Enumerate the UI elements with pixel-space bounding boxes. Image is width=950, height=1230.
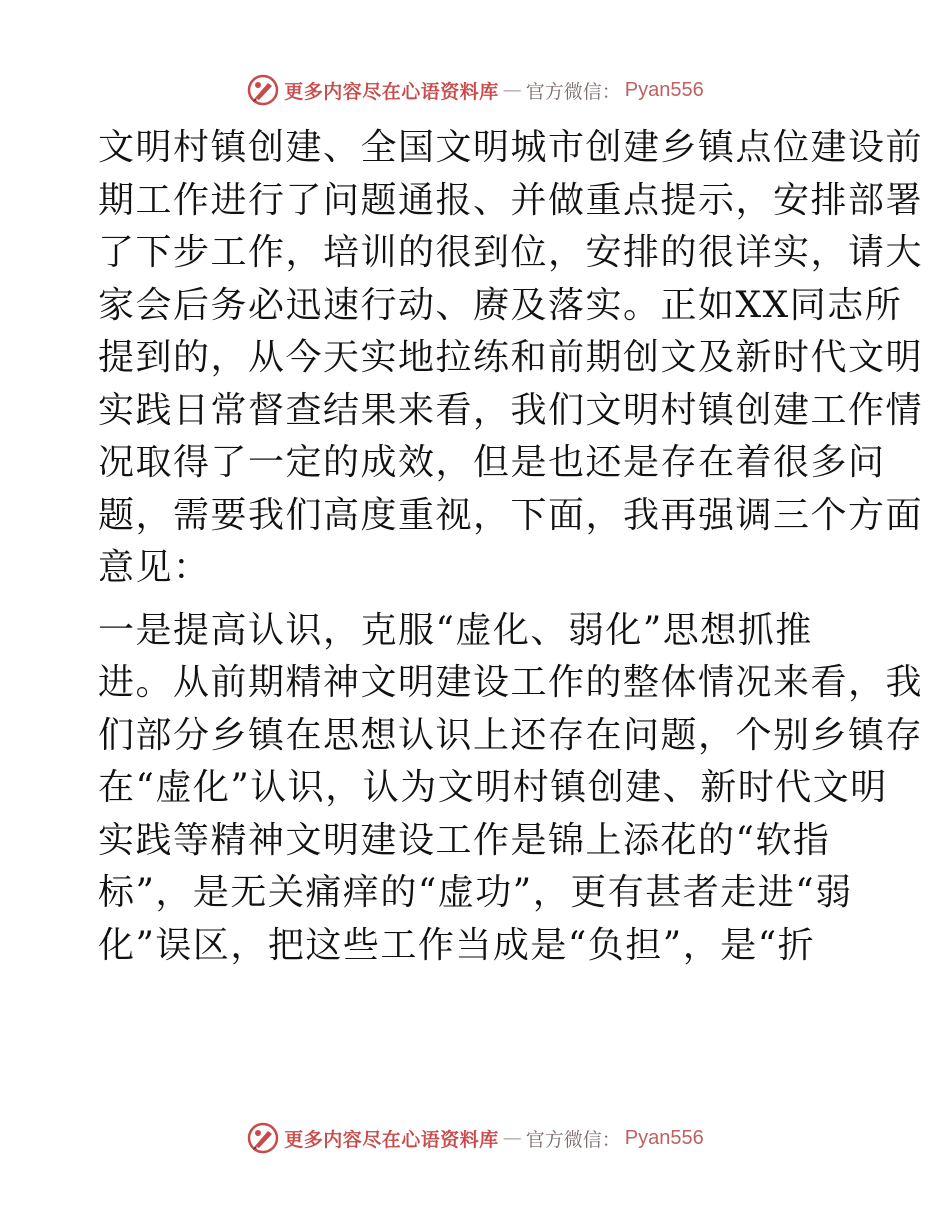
watermark-wechat-id: Pyan556 bbox=[624, 78, 704, 101]
text-line: 意见： bbox=[98, 547, 211, 588]
paragraph-gap bbox=[98, 595, 858, 605]
text-line: 家会后务必迅速行动、赓及落实。正如XX同志所 bbox=[98, 284, 903, 326]
text-line: 化”误区，把这些工作当成是“负担”，是“折 bbox=[98, 924, 816, 966]
watermark-official: 官方微信： bbox=[525, 1128, 621, 1151]
watermark-text: 更多内容尽在心语资料库 bbox=[284, 80, 499, 103]
watermark-text: 更多内容尽在心语资料库 bbox=[284, 1128, 499, 1151]
text-line: 了下步工作，培训的很到位，安排的很详实，请大 bbox=[98, 232, 924, 273]
text-line: 实践等精神文明建设工作是锦上添花的“软指 bbox=[98, 819, 831, 861]
text-line: 文明村镇创建、全国文明城市创建乡镇点位建设前 bbox=[98, 127, 924, 168]
footer-watermark bbox=[0, 1118, 950, 1158]
watermark-official: 官方微信： bbox=[525, 80, 621, 103]
text-line: 们部分乡镇在思想认识上还存在问题，个别乡镇存 bbox=[98, 714, 924, 756]
watermark-dash: — bbox=[502, 1127, 522, 1149]
watermark-wechat-id: Pyan556 bbox=[624, 1126, 704, 1149]
paragraph-1 bbox=[98, 122, 924, 595]
body-text bbox=[98, 122, 924, 972]
text-line: 在“虚化”认识，认为文明村镇创建、新时代文明 bbox=[98, 767, 888, 808]
text-line: 况取得了一定的成效，但是也还是存在着很多问 bbox=[98, 442, 886, 483]
paragraph-2 bbox=[98, 605, 924, 973]
watermark-dash: — bbox=[502, 79, 522, 101]
pen-logo-icon bbox=[246, 73, 280, 107]
text-line: 提到的，从今天实地拉练和前期创文及新时代文明 bbox=[98, 337, 924, 378]
text-line: 进。从前期精神文明建设工作的整体情况来看，我 bbox=[98, 662, 924, 703]
text-line: 标”，是无关痛痒的“虚功”，更有甚者走进“弱 bbox=[98, 872, 853, 913]
text-line: 一是提高认识，克服“虚化、弱化”思想抓推 bbox=[98, 609, 813, 651]
header-watermark bbox=[0, 70, 950, 110]
text-line: 期工作进行了问题通报、并做重点提示，安排部署 bbox=[98, 179, 924, 221]
text-line: 实践日常督查结果来看，我们文明村镇创建工作情 bbox=[98, 389, 924, 431]
text-line: 题，需要我们高度重视，下面，我再强调三个方面 bbox=[98, 494, 924, 536]
pen-logo-icon bbox=[246, 1121, 280, 1155]
